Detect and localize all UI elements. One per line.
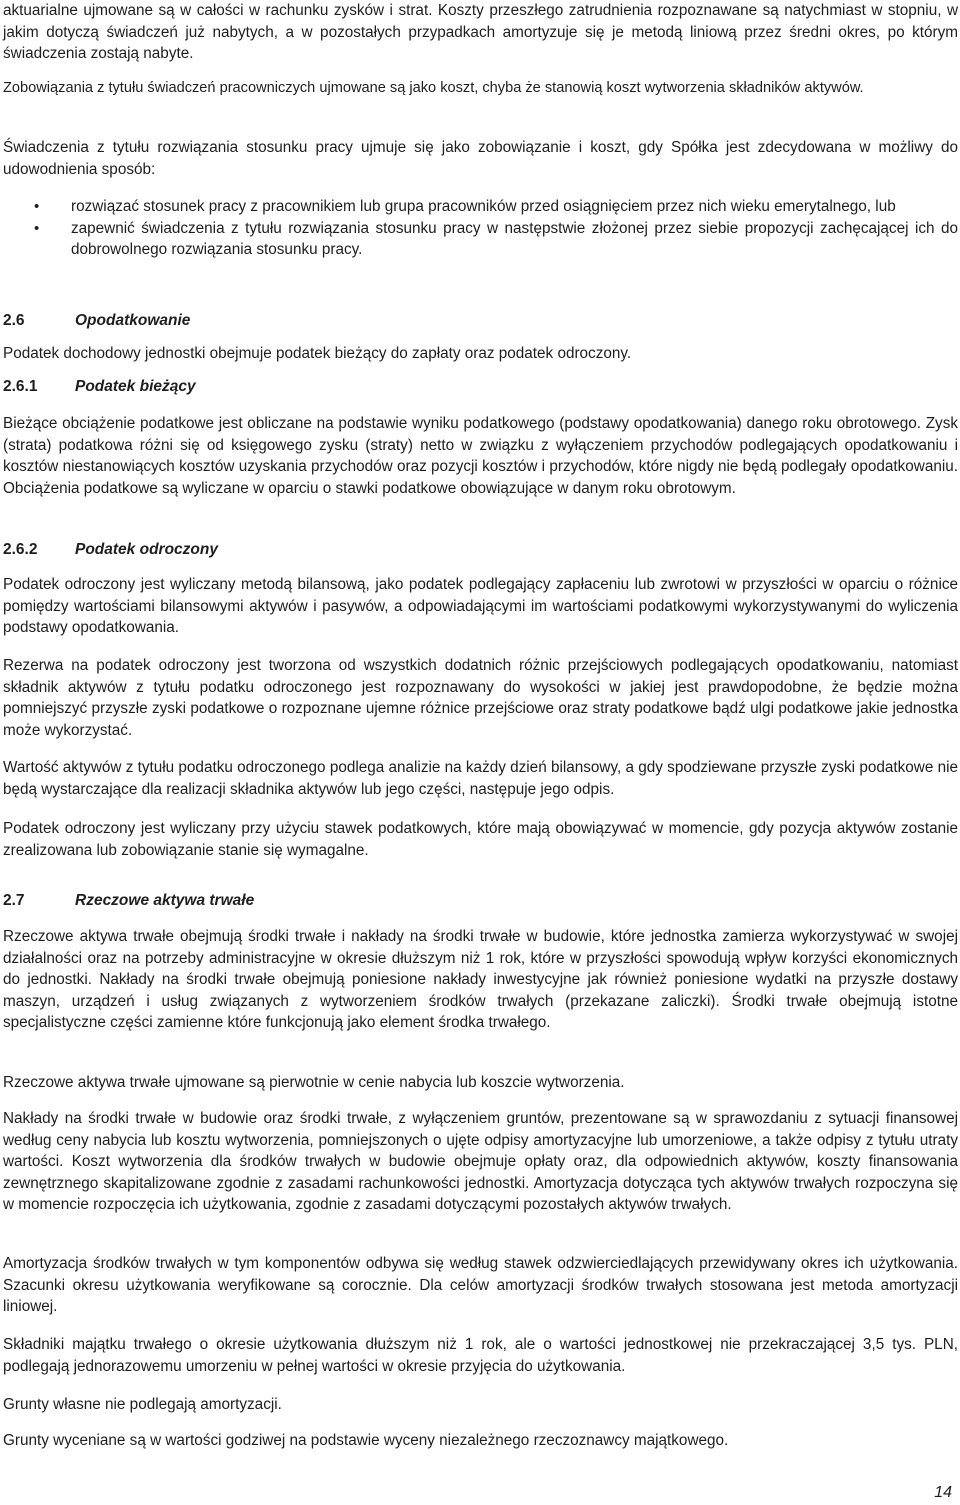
section-number: 2.6.2 [3,541,38,558]
paragraph-deferred-tax-provision: Rezerwa na podatek odroczony jest tworzona od wszystkich dodatnich różnic przejściowych podlegających opodatkowaniu, natomiast składnik aktywów z tytułu podatku odroczonego jest rozpoznawany do wysokości w jakiej jest prawdopodobne, że będzie można pomniejszyć przyszłe zyski podatkowe o rozpoznane ujemne różnice przejściowe oraz straty podatkowe bądź ulgi podatkowe jakie jednostka może wykorzystać. [3,657,958,739]
paragraph-low-value-assets: Składniki majątku trwałego o okresie użytkowania dłuższym niż 1 rok, ale o wartości jednostkowej nie przekraczającej 3,5 tys. PLN, podlegają jednorazowemu umorzeniu w pełnej wartości w okresie przyjęcia do użytkowania. [3,1336,958,1375]
section-number: 2.6.1 [3,378,38,395]
section-heading-2-6-1 [3,376,196,397]
paragraph-depreciation: Amortyzacja środków trwałych w tym komponentów odbywa się według stawek odzwierciedlających przewidywany okres ich użytkowania. Szacunki okresu użytkowania weryfikowane są corocznie. Dla celów amortyzacji środków trwałych stosowana jest metoda amortyzacji liniowej. [3,1255,958,1316]
paragraph-employee-benefit-liabilities: Zobowiązania z tytułu świadczeń pracowniczych ujmowane są jako koszt, chyba że stanowią koszt wytworzenia składników aktywów. [3,80,864,96]
section-heading-2-6-2 [3,539,218,560]
list-item-text: rozwiązać stosunek pracy z pracownikiem lub grupa pracowników przed osiągnięciem przez nich wieku emerytalnego, lub [71,198,896,215]
paragraph-income-tax: Podatek dochodowy jednostki obejmuje podatek bieżący do zapłaty oraz podatek odroczony. [3,345,632,362]
paragraph-termination-benefits: Świadczenia z tytułu rozwiązania stosunku pracy ujmuje się jako zobowiązanie i koszt, gdy Spółka jest zdecydowana w możliwy do udowodnienia sposób: [3,139,958,178]
paragraph-land-no-depreciation: Grunty własne nie podlegają amortyzacji. [3,1396,282,1413]
paragraph-fixed-assets-definition: Rzeczowe aktywa trwałe obejmują środki trwałe i nakłady na środki trwałe w budowie, które jednostka zamierza wykorzystywać w swojej działalności oraz na potrzeby administracyjne w okresie dłuższym niż 1 rok, które w przyszłości spowodują wpływ korzyści ekonomicznych do jednostki. Nakłady na środki trwałe obejmują poniesione nakłady inwestycyjne jak również poniesione wydatki na przyszłe dostawy maszyn, urządzeń i usług związanych z wytworzeniem środków trwałych (przekazane zaliczki). Środki trwałe obejmują istotne specjalistyczne części zamienne które funkcjonują jako element środka trwałego. [3,928,958,1032]
page-number: 14 [934,1484,952,1501]
section-title: Opodatkowanie [75,312,191,329]
termination-conditions-list [3,196,958,261]
paragraph-deferred-tax-method: Podatek odroczony jest wyliczany metodą bilansową, jako podatek podlegający zapłaceniu lub zwrotowi w przyszłości w oparciu o różnice pomiędzy wartościami bilansowymi aktywów i pasywów, a odpowiadającymi im wartościami podatkowymi wykorzystywanymi do wyliczenia podstawy opodatkowania. [3,576,958,637]
paragraph-actuarial: aktuarialne ujmowane są w całości w rachunku zysków i strat. Koszty przeszłego zatrudnienia rozpoznawane są natychmiast w stopniu, w jakim dotyczą świadczeń już nabytych, a w pozostałych przypadkach amortyzuje się je metodą liniową przez średni okres, po którym świadczenia zostają nabyte. [3,2,958,63]
section-title: Rzeczowe aktywa trwałe [75,892,255,909]
list-item-text: zapewnić świadczenia z tytułu rozwiązania stosunku pracy w następstwie złożonej przez siebie propozycji zachęcającej ich do dobrowolnego rozwiązania stosunku pracy. [71,219,958,259]
bullet-icon: • [34,198,40,215]
paragraph-land-fair-value: Grunty wyceniane są w wartości godziwej na podstawie wyceny niezależnego rzeczoznawcy majątkowego. [3,1432,729,1449]
section-title: Podatek odroczony [75,541,218,558]
section-heading-2-7 [3,890,254,911]
section-number: 2.7 [3,892,25,909]
section-number: 2.6 [3,312,25,329]
section-title: Podatek bieżący [75,378,196,395]
paragraph-deferred-tax-asset-review: Wartość aktywów z tytułu podatku odroczonego podlega analizie na każdy dzień bilansowy, a gdy spodziewane przyszłe zyski podatkowe nie będą wystarczające dla realizacji składnika aktywów lub jego części, następuje jego odpis. [3,759,958,798]
section-heading-2-6 [3,310,190,331]
bullet-icon: • [34,219,40,237]
list-item [3,196,958,218]
paragraph-deferred-tax-rates: Podatek odroczony jest wyliczany przy użyciu stawek podatkowych, które mają obowiązywać w momencie, gdy pozycja aktywów zostanie zrealizowana lub zobowiązanie stanie się wymagalne. [3,820,958,859]
paragraph-fixed-assets-construction: Nakłady na środki trwałe w budowie oraz środki trwałe, z wyłączeniem gruntów, prezentowane są w sprawozdaniu z sytuacji finansowej według ceny nabycia lub kosztu wytworzenia, pomniejszonych o ujęte odpisy amortyzacyjne lub umorzeniowe, a także odpisy z tytułu utraty wartości. Koszt wytworzenia dla środków trwałych w budowie obejmuje opłaty oraz, dla odpowiednich aktywów, koszty finansowania zewnętrznego skapitalizowane zgodnie z zasadami rachunkowości jednostki. Amortyzacja dotycząca tych aktywów trwałych rozpoczyna się w momencie rozpoczęcia ich użytkowania, zgodnie z zasadami dotyczącymi pozostałych aktywów trwałych. [3,1110,958,1214]
paragraph-current-tax: Bieżące obciążenie podatkowe jest obliczane na podstawie wyniku podatkowego (podstawy opodatkowania) danego roku obrotowego. Zysk (strata) podatkowa różni się od księgowego zysku (straty) netto w związku z wyłączeniem przychodów podlegających opodatkowaniu i kosztów niestanowiących kosztów uzyskania przychodów oraz pozycji kosztów i przychodów, które nigdy nie będą podlegały opodatkowaniu. Obciążenia podatkowe są wyliczane w oparciu o stawki podatkowe obowiązujące w danym roku obrotowym. [3,415,958,497]
list-item [3,218,958,261]
paragraph-fixed-assets-initial: Rzeczowe aktywa trwałe ujmowane są pierwotnie w cenie nabycia lub koszcie wytworzenia. [3,1074,625,1091]
